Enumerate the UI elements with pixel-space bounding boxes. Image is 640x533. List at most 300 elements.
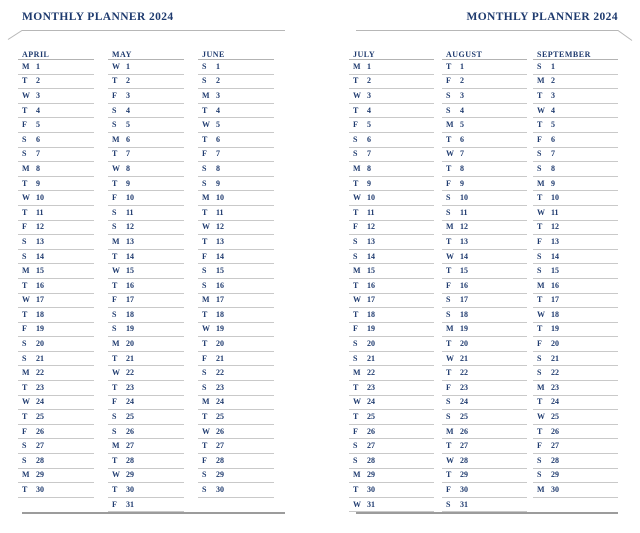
- day-row: [349, 425, 434, 440]
- day-row: [18, 162, 94, 177]
- day-number: 24: [460, 397, 468, 407]
- day-row: [198, 352, 274, 367]
- day-letter: S: [22, 236, 27, 246]
- day-letter: T: [353, 178, 359, 188]
- month-header-august: AUGUST: [446, 50, 483, 59]
- day-letter: T: [112, 353, 118, 363]
- day-number: 16: [36, 280, 44, 290]
- day-row: [533, 352, 618, 367]
- day-letter: S: [112, 105, 117, 115]
- day-number: 15: [551, 266, 559, 276]
- day-letter: M: [446, 324, 454, 334]
- day-row: [198, 454, 274, 469]
- day-row: [198, 118, 274, 133]
- day-number: 3: [216, 90, 220, 100]
- day-row: [108, 294, 184, 309]
- day-number: 9: [367, 178, 371, 188]
- day-number: 15: [126, 266, 134, 276]
- day-number: 8: [216, 163, 220, 173]
- day-row: [533, 177, 618, 192]
- day-row: [349, 235, 434, 250]
- day-row: [18, 104, 94, 119]
- day-letter: F: [202, 251, 207, 261]
- day-number: 9: [36, 178, 40, 188]
- day-row: [442, 60, 527, 75]
- day-number: 24: [367, 397, 375, 407]
- day-row: [533, 410, 618, 425]
- day-letter: F: [537, 339, 542, 349]
- day-letter: M: [22, 368, 30, 378]
- day-row: [533, 89, 618, 104]
- day-row: [108, 191, 184, 206]
- day-number: 20: [460, 339, 468, 349]
- day-row: [198, 133, 274, 148]
- day-letter: T: [112, 251, 118, 261]
- day-number: 2: [36, 76, 40, 86]
- day-letter: T: [112, 485, 118, 495]
- day-row: [349, 366, 434, 381]
- day-letter: T: [353, 76, 359, 86]
- day-letter: S: [202, 178, 207, 188]
- day-letter: T: [537, 193, 543, 203]
- day-row: [198, 264, 274, 279]
- day-row: [18, 118, 94, 133]
- day-letter: T: [446, 163, 452, 173]
- day-number: 26: [551, 426, 559, 436]
- day-letter: T: [22, 76, 28, 86]
- day-number: 10: [216, 193, 224, 203]
- day-letter: M: [112, 339, 120, 349]
- day-row: [108, 381, 184, 396]
- day-row: [349, 483, 434, 498]
- day-number: 5: [460, 120, 464, 130]
- day-letter: T: [353, 309, 359, 319]
- day-row: [533, 279, 618, 294]
- day-letter: F: [446, 485, 451, 495]
- day-number: 6: [216, 134, 220, 144]
- day-number: 15: [367, 266, 375, 276]
- day-row: [18, 454, 94, 469]
- day-row: [442, 191, 527, 206]
- day-letter: S: [202, 163, 207, 173]
- day-letter: T: [112, 178, 118, 188]
- day-letter: T: [112, 382, 118, 392]
- day-number: 21: [551, 353, 559, 363]
- day-row: [108, 425, 184, 440]
- day-letter: T: [353, 105, 359, 115]
- day-number: 28: [460, 455, 468, 465]
- day-letter: F: [202, 353, 207, 363]
- day-letter: T: [537, 324, 543, 334]
- day-row: [18, 60, 94, 75]
- day-row: [442, 366, 527, 381]
- day-number: 23: [216, 382, 224, 392]
- day-letter: S: [446, 105, 451, 115]
- month-header-june: JUNE: [202, 50, 225, 59]
- day-letter: W: [112, 368, 120, 378]
- day-letter: M: [202, 397, 210, 407]
- day-letter: T: [353, 382, 359, 392]
- day-number: 10: [460, 193, 468, 203]
- day-number: 26: [126, 426, 134, 436]
- day-row: [18, 148, 94, 163]
- day-letter: S: [22, 455, 27, 465]
- day-row: [18, 206, 94, 221]
- day-number: 22: [367, 368, 375, 378]
- day-letter: W: [353, 90, 361, 100]
- day-row: [442, 439, 527, 454]
- day-number: 28: [126, 455, 134, 465]
- day-letter: W: [202, 426, 210, 436]
- day-row: [18, 250, 94, 265]
- day-number: 10: [367, 193, 375, 203]
- day-number: 23: [460, 382, 468, 392]
- day-number: 1: [551, 61, 555, 71]
- day-letter: M: [22, 163, 30, 173]
- day-number: 22: [460, 368, 468, 378]
- day-row: [18, 469, 94, 484]
- day-number: 20: [126, 339, 134, 349]
- day-number: 28: [367, 455, 375, 465]
- day-row: [108, 323, 184, 338]
- day-letter: M: [353, 61, 361, 71]
- day-row: [108, 483, 184, 498]
- day-letter: F: [446, 178, 451, 188]
- day-number: 12: [36, 222, 44, 232]
- day-letter: M: [353, 470, 361, 480]
- day-letter: F: [353, 426, 358, 436]
- day-row: [442, 498, 527, 513]
- day-row: [18, 294, 94, 309]
- day-letter: F: [537, 236, 542, 246]
- day-number: 10: [126, 193, 134, 203]
- day-row: [108, 337, 184, 352]
- day-letter: T: [446, 266, 452, 276]
- day-number: 8: [367, 163, 371, 173]
- day-number: 25: [551, 412, 559, 422]
- day-letter: S: [353, 353, 358, 363]
- day-letter: M: [446, 426, 454, 436]
- day-number: 25: [126, 412, 134, 422]
- day-number: 7: [460, 149, 464, 159]
- day-letter: W: [353, 193, 361, 203]
- day-row: [442, 483, 527, 498]
- day-letter: T: [537, 295, 543, 305]
- day-number: 26: [216, 426, 224, 436]
- day-letter: S: [353, 149, 358, 159]
- day-row: [349, 352, 434, 367]
- day-row: [442, 381, 527, 396]
- day-number: 2: [551, 76, 555, 86]
- day-row: [442, 410, 527, 425]
- day-row: [442, 235, 527, 250]
- day-number: 13: [126, 236, 134, 246]
- day-number: 9: [126, 178, 130, 188]
- day-number: 12: [367, 222, 375, 232]
- day-number: 1: [367, 61, 371, 71]
- day-number: 7: [216, 149, 220, 159]
- day-letter: S: [446, 207, 451, 217]
- day-letter: T: [22, 105, 28, 115]
- day-letter: S: [537, 470, 542, 480]
- day-row: [349, 381, 434, 396]
- day-row: [533, 425, 618, 440]
- day-row: [198, 191, 274, 206]
- day-number: 16: [551, 280, 559, 290]
- day-row: [349, 469, 434, 484]
- day-letter: M: [202, 295, 210, 305]
- day-number: 1: [460, 61, 464, 71]
- day-number: 4: [551, 105, 555, 115]
- day-letter: S: [112, 207, 117, 217]
- day-number: 14: [126, 251, 134, 261]
- day-number: 6: [551, 134, 555, 144]
- day-letter: T: [202, 412, 208, 422]
- day-number: 21: [216, 353, 224, 363]
- day-row: [533, 439, 618, 454]
- day-letter: M: [353, 266, 361, 276]
- day-letter: F: [537, 134, 542, 144]
- day-row: [108, 133, 184, 148]
- day-row: [198, 75, 274, 90]
- day-row: [349, 337, 434, 352]
- day-letter: T: [22, 178, 28, 188]
- day-number: 23: [126, 382, 134, 392]
- day-number: 11: [367, 207, 375, 217]
- day-letter: W: [353, 499, 361, 509]
- day-row: [198, 308, 274, 323]
- day-letter: F: [112, 397, 117, 407]
- day-row: [533, 323, 618, 338]
- day-number: 13: [460, 236, 468, 246]
- day-row: [198, 177, 274, 192]
- day-row: [442, 221, 527, 236]
- day-number: 5: [36, 120, 40, 130]
- day-row: [533, 60, 618, 75]
- day-letter: W: [112, 61, 120, 71]
- day-number: 15: [460, 266, 468, 276]
- day-number: 17: [216, 295, 224, 305]
- day-number: 26: [36, 426, 44, 436]
- day-number: 5: [367, 120, 371, 130]
- day-row: [108, 308, 184, 323]
- day-number: 21: [126, 353, 134, 363]
- day-row: [198, 469, 274, 484]
- day-letter: T: [446, 368, 452, 378]
- day-letter: S: [112, 120, 117, 130]
- day-number: 27: [126, 441, 134, 451]
- day-number: 8: [36, 163, 40, 173]
- month-column-august: [442, 42, 527, 512]
- day-number: 14: [460, 251, 468, 261]
- day-letter: M: [112, 134, 120, 144]
- day-row: [108, 396, 184, 411]
- day-letter: M: [537, 280, 545, 290]
- day-row: [198, 206, 274, 221]
- day-number: 2: [460, 76, 464, 86]
- day-number: 1: [126, 61, 130, 71]
- day-row: [108, 118, 184, 133]
- day-row: [108, 439, 184, 454]
- day-letter: M: [353, 163, 361, 173]
- day-row: [442, 206, 527, 221]
- day-number: 16: [216, 280, 224, 290]
- day-letter: W: [537, 207, 545, 217]
- day-row: [349, 75, 434, 90]
- day-letter: T: [202, 134, 208, 144]
- day-row: [18, 177, 94, 192]
- day-letter: T: [537, 120, 543, 130]
- day-row: [533, 162, 618, 177]
- day-letter: T: [537, 397, 543, 407]
- day-letter: S: [353, 236, 358, 246]
- day-row: [349, 454, 434, 469]
- day-letter: W: [353, 295, 361, 305]
- day-letter: T: [202, 309, 208, 319]
- day-letter: S: [353, 339, 358, 349]
- day-letter: F: [446, 76, 451, 86]
- day-number: 16: [460, 280, 468, 290]
- right-header-rule: [356, 31, 632, 41]
- day-row: [108, 75, 184, 90]
- day-row: [533, 206, 618, 221]
- day-letter: T: [537, 90, 543, 100]
- day-number: 27: [367, 441, 375, 451]
- day-number: 3: [460, 90, 464, 100]
- day-row: [349, 60, 434, 75]
- day-row: [108, 148, 184, 163]
- day-row: [198, 250, 274, 265]
- month-header-may: MAY: [112, 50, 132, 59]
- day-row: [349, 250, 434, 265]
- day-number: 13: [367, 236, 375, 246]
- day-row: [198, 381, 274, 396]
- day-letter: F: [446, 280, 451, 290]
- day-row: [349, 133, 434, 148]
- day-letter: S: [537, 353, 542, 363]
- day-letter: S: [353, 134, 358, 144]
- day-number: 12: [216, 222, 224, 232]
- day-letter: S: [446, 90, 451, 100]
- day-letter: F: [537, 441, 542, 451]
- day-number: 19: [460, 324, 468, 334]
- day-number: 18: [36, 309, 44, 319]
- day-row: [533, 235, 618, 250]
- day-number: 27: [216, 441, 224, 451]
- day-letter: T: [446, 236, 452, 246]
- day-number: 10: [36, 193, 44, 203]
- day-letter: S: [202, 280, 207, 290]
- day-number: 26: [460, 426, 468, 436]
- day-row: [533, 337, 618, 352]
- day-letter: S: [446, 499, 451, 509]
- day-letter: T: [22, 382, 28, 392]
- day-number: 9: [551, 178, 555, 188]
- day-number: 12: [551, 222, 559, 232]
- day-row: [198, 221, 274, 236]
- day-row: [349, 294, 434, 309]
- header-rules: [0, 0, 640, 48]
- day-number: 2: [367, 76, 371, 86]
- day-letter: M: [202, 90, 210, 100]
- day-number: 25: [460, 412, 468, 422]
- day-number: 25: [367, 412, 375, 422]
- day-letter: M: [446, 120, 454, 130]
- day-row: [533, 148, 618, 163]
- day-row: [349, 162, 434, 177]
- day-row: [198, 294, 274, 309]
- day-letter: W: [202, 324, 210, 334]
- day-letter: S: [112, 324, 117, 334]
- day-row: [198, 235, 274, 250]
- day-row: [18, 366, 94, 381]
- day-number: 26: [367, 426, 375, 436]
- day-row: [533, 308, 618, 323]
- day-number: 21: [460, 353, 468, 363]
- day-letter: F: [112, 499, 117, 509]
- day-letter: T: [22, 309, 28, 319]
- day-number: 28: [36, 455, 44, 465]
- day-letter: F: [353, 324, 358, 334]
- day-number: 7: [126, 149, 130, 159]
- day-letter: W: [353, 397, 361, 407]
- day-letter: S: [353, 455, 358, 465]
- day-row: [349, 118, 434, 133]
- day-number: 22: [126, 368, 134, 378]
- day-number: 2: [216, 76, 220, 86]
- day-letter: T: [353, 485, 359, 495]
- day-number: 18: [367, 309, 375, 319]
- day-row: [349, 221, 434, 236]
- day-number: 30: [367, 485, 375, 495]
- day-number: 6: [36, 134, 40, 144]
- day-letter: S: [202, 368, 207, 378]
- day-row: [349, 206, 434, 221]
- day-row: [442, 89, 527, 104]
- day-row: [18, 425, 94, 440]
- day-row: [349, 439, 434, 454]
- day-row: [108, 162, 184, 177]
- day-number: 30: [460, 485, 468, 495]
- day-row: [442, 425, 527, 440]
- day-number: 27: [460, 441, 468, 451]
- day-row: [349, 264, 434, 279]
- day-letter: W: [446, 149, 454, 159]
- day-row: [198, 60, 274, 75]
- day-letter: T: [353, 207, 359, 217]
- day-number: 1: [36, 61, 40, 71]
- day-letter: S: [537, 163, 542, 173]
- day-letter: S: [112, 222, 117, 232]
- day-number: 28: [551, 455, 559, 465]
- day-letter: T: [537, 222, 543, 232]
- day-letter: T: [22, 207, 28, 217]
- day-number: 25: [36, 412, 44, 422]
- day-number: 13: [551, 236, 559, 246]
- day-letter: S: [112, 426, 117, 436]
- day-letter: T: [353, 280, 359, 290]
- day-number: 14: [367, 251, 375, 261]
- day-letter: S: [353, 251, 358, 261]
- day-letter: T: [112, 76, 118, 86]
- day-letter: M: [22, 470, 30, 480]
- day-number: 3: [551, 90, 555, 100]
- day-number: 4: [216, 105, 220, 115]
- day-row: [198, 483, 274, 498]
- day-letter: S: [22, 134, 27, 144]
- day-letter: S: [112, 309, 117, 319]
- day-row: [442, 337, 527, 352]
